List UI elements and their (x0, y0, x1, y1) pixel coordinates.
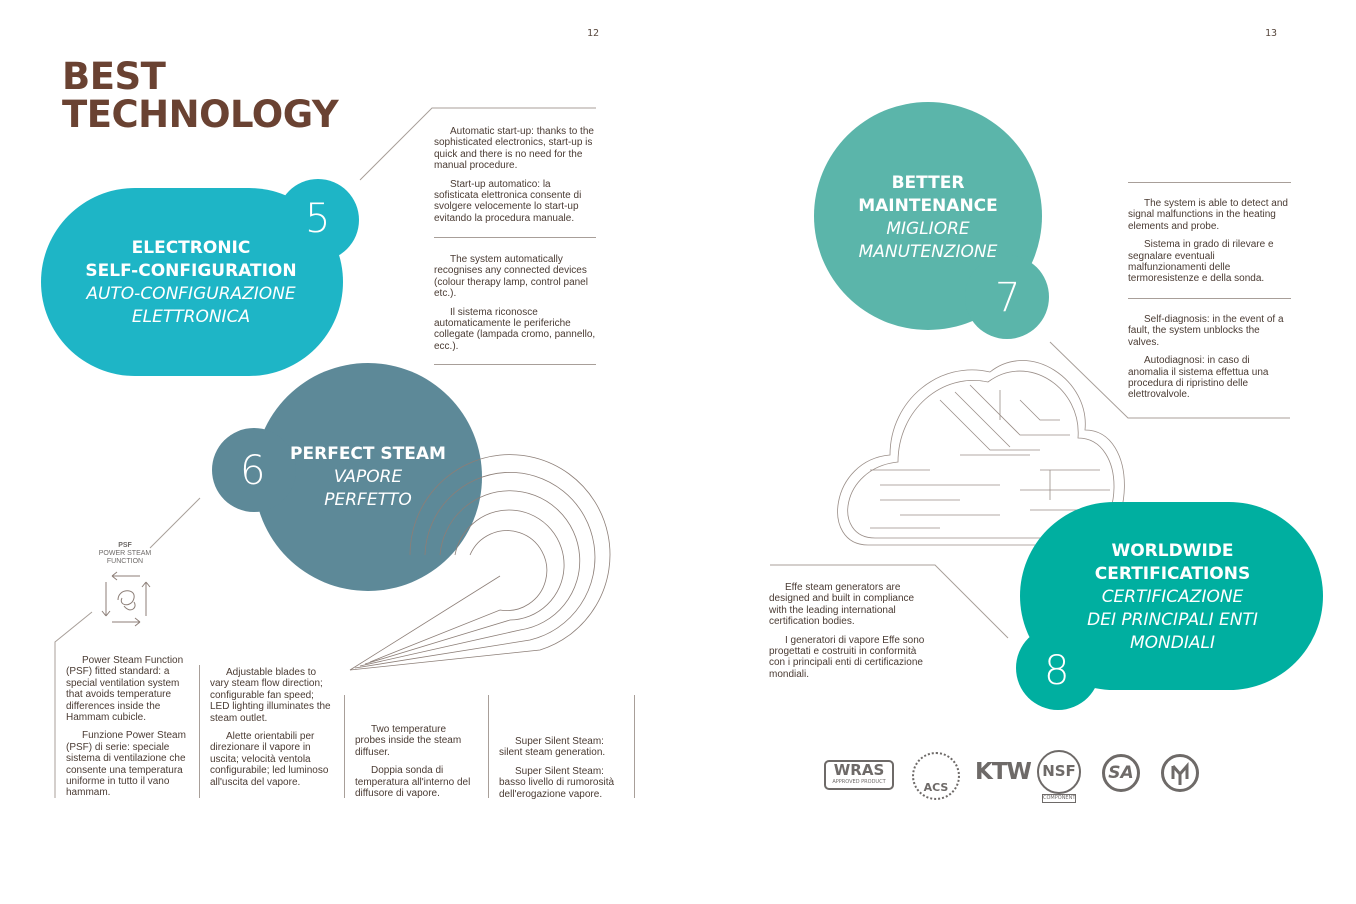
feature-5-text-2-it: Il sistema riconosce automaticamente le periferiche collegate (lampada cromo, pannello, ecc.). (434, 306, 596, 352)
feature-7-it1: MIGLIORE (886, 219, 970, 239)
psf-label-sub2: FUNCTION (106, 558, 144, 565)
feature-8-en1: WORLDWIDE (1111, 541, 1234, 561)
psf-icon (102, 572, 150, 626)
feature-6-col-1-en: Power Steam Function (PSF) fitted standard: a special ventilation system that avoids temperature differences inside the Hammam cubicle. (66, 655, 184, 724)
feature-6-col-3-it: Doppia sonda di temperatura all'interno del diffusore di vapore. (355, 765, 471, 800)
feature-5-it1: AUTO-CONFIGURAZIONE (86, 284, 296, 304)
feature-6-col-1 (66, 655, 192, 806)
feature-6-col-4-en: Super Silent Steam: silent steam generation. (499, 736, 606, 759)
psf-label-sub1: POWER STEAM (98, 550, 152, 557)
wras-logo-text: WRAS (833, 761, 885, 779)
feature-8-it2: DEI PRINCIPALI ENTI (1087, 610, 1258, 630)
feature-7-text-1-en: The system is able to detect and signal malfunctions in the heating elements and probe. (1128, 198, 1288, 232)
feature-8-text-en: Effe steam generators are designed and built in compliance with the leading international certification bodies. (769, 582, 915, 628)
feature-5-heading (60, 237, 322, 329)
feature-5-text-1-en: Automatic start-up: thanks to the sophisticated electronics, start-up is quick and there is no need for the manual procedure. (434, 126, 594, 172)
title-line-1: BEST (62, 55, 166, 98)
csa-logo-text: SA (1108, 763, 1134, 783)
feature-7-text-2-en: Self-diagnosis: in the event of a fault, the system unblocks the valves. (1128, 314, 1284, 348)
feature-7-it2: MANUTENZIONE (858, 242, 998, 262)
feature-6-col-2 (210, 667, 334, 795)
feature-6-col-2-it: Alette orientabili per direzionare il vapore in uscita; velocità ventola configurabile; led luminoso all'uscita del vapore. (210, 731, 329, 788)
feature-5-text-1 (434, 126, 594, 231)
nsf-logo (1037, 750, 1081, 794)
ktw-logo: KTW (975, 759, 1031, 785)
psf-label-title: PSF (118, 542, 132, 549)
feature-6-en: PERFECT STEAM (290, 444, 446, 464)
nsf-logo-text: NSF (1042, 762, 1076, 780)
feature-8-it1: CERTIFICAZIONE (1101, 587, 1244, 607)
feature-6-number: 6 (240, 448, 266, 494)
page-title (62, 55, 339, 136)
feature-8-en2: CERTIFICATIONS (1094, 564, 1251, 584)
feature-7-text-1 (1128, 198, 1288, 292)
feature-7-en1: BETTER (891, 173, 965, 193)
feature-5-en2: SELF-CONFIGURATION (85, 261, 297, 281)
divider (1128, 182, 1291, 183)
feature-7-en2: MAINTENANCE (858, 196, 998, 216)
column-divider (488, 695, 489, 798)
feature-5-it2: ELETTRONICA (131, 307, 251, 327)
feature-6-col-4 (499, 736, 623, 807)
feature-8-it3: MONDIALI (1130, 633, 1215, 653)
feature-6-col-4-it: Super Silent Steam: basso livello di rumorosità dell'erogazione vapore. (499, 765, 615, 800)
column-divider (634, 695, 635, 798)
page-number-left: 12 (587, 28, 600, 39)
imq-mark-icon (1164, 757, 1196, 789)
acs-logo-text: ACS (923, 781, 949, 794)
feature-6-heading (288, 443, 448, 512)
feature-5-en: ELECTRONIC (131, 238, 251, 258)
feature-5-text-2 (434, 254, 596, 359)
column-divider (199, 665, 200, 798)
feature-7-text-2-it: Autodiagnosi: in caso di anomalia il sistema effettua una procedura di ripristino delle elettrovalvole. (1128, 355, 1269, 401)
psf-label (90, 542, 160, 566)
feature-6-it2: PERFETTO (324, 490, 412, 510)
feature-6-col-1-it: Funzione Power Steam (PSF) di serie: speciale sistema di ventilazione che consente una temperatura uniforme in tutto il vano hammam. (66, 730, 186, 799)
feature-7-number: 7 (995, 275, 1021, 321)
imq-logo (1161, 754, 1199, 792)
feature-6-col-3-en: Two temperature probes inside the steam diffuser. (355, 724, 462, 758)
feature-6-col-3 (355, 724, 479, 806)
feature-8-number: 8 (1044, 648, 1070, 694)
feature-8-text (769, 582, 927, 687)
feature-7-text-1-it: Sistema in grado di rilevare e segnalare eventuali malfunzionamenti delle termoresistenze e della sonda. (1128, 239, 1274, 285)
feature-6-col-2-en: Adjustable blades to vary steam flow direction; configurable fan speed; LED lighting illuminates the steam outlet. (210, 667, 331, 724)
column-divider (344, 695, 345, 798)
feature-6-it1: VAPORE (333, 467, 403, 487)
feature-5-text-1-it: Start-up automatico: la sofisticata elettronica consente di svolgere velocemente lo start-up evitando la procedura manuale. (434, 178, 582, 224)
acs-logo (912, 752, 960, 800)
feature-5-text-2-en: The system automatically recognises any connected devices (colour therapy lamp, control panel etc.). (434, 254, 588, 300)
wras-logo-sub: APPROVED PRODUCT (832, 779, 886, 785)
feature-7-heading (838, 172, 1018, 264)
feature-5-number: 5 (305, 196, 331, 242)
feature-8-text-it: I generatori di vapore Effe sono progettati e costruiti in conformità con i principali enti di certificazione mondiali. (769, 634, 925, 680)
csa-logo (1102, 754, 1140, 792)
divider (1128, 298, 1291, 299)
page-number-right: 13 (1265, 28, 1278, 39)
feature-7-text-2 (1128, 314, 1288, 408)
divider (434, 364, 596, 365)
divider (434, 237, 596, 238)
nsf-logo-sub: COMPONENT (1043, 795, 1076, 801)
wras-logo (824, 760, 894, 790)
title-line-2: TECHNOLOGY (62, 93, 339, 136)
feature-8-heading (1070, 540, 1275, 655)
